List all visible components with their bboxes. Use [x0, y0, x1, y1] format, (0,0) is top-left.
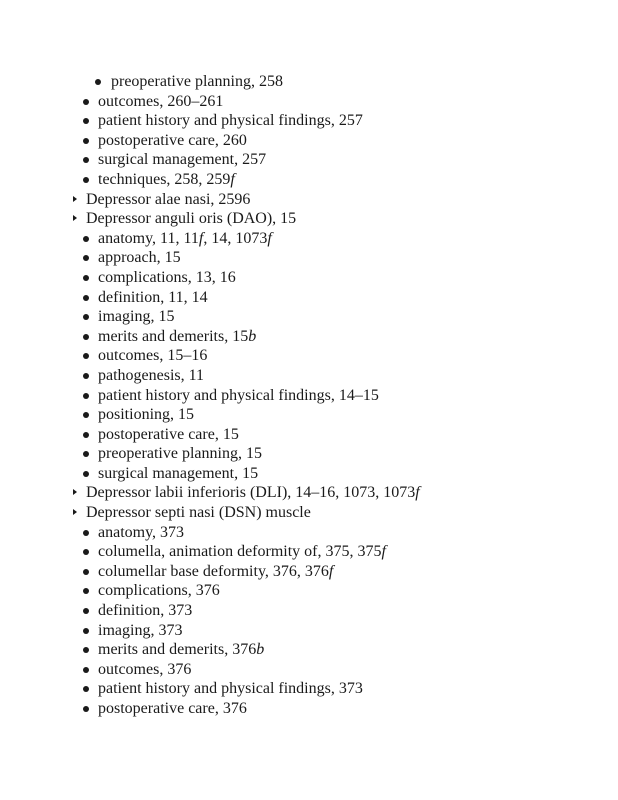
- disc-bullet-icon: [83, 471, 89, 477]
- index-entry-text: [98, 562, 333, 582]
- index-entry-text: [98, 679, 363, 699]
- index-subentry: [0, 327, 618, 347]
- index-entry-text: [98, 131, 247, 151]
- index-entry-text: [86, 209, 296, 229]
- index-entry-text: [86, 483, 420, 503]
- entry-label: patient history and physical findings, 257: [98, 112, 363, 130]
- index-entry-text: [98, 621, 182, 641]
- index-entry-text: [98, 170, 235, 190]
- entry-label: columella, animation deformity of, 375, 375: [98, 543, 382, 561]
- entry-label: complications, 376: [98, 582, 220, 600]
- entry-label: patient history and physical findings, 14–15: [98, 386, 379, 404]
- disc-bullet-icon: [83, 314, 89, 320]
- page-suffix: f: [328, 562, 334, 580]
- index-subentry: [0, 170, 618, 190]
- disc-bullet-icon: [83, 549, 89, 555]
- entry-label: definition, 11, 14: [98, 288, 208, 306]
- index-subentry: [0, 542, 618, 562]
- entry-label: surgical management, 15: [98, 464, 259, 482]
- disc-bullet-icon: [83, 353, 89, 359]
- disc-bullet-icon: [83, 99, 89, 105]
- disc-bullet-icon: [83, 275, 89, 281]
- page-suffix: f: [267, 229, 272, 247]
- disc-bullet-icon: [83, 628, 89, 634]
- index-subentry: [0, 523, 618, 543]
- index-entry: [0, 503, 618, 523]
- entry-label: outcomes, 15–16: [98, 347, 208, 365]
- entry-label-tail: , 14, 1073: [203, 229, 268, 247]
- index-subentry: [0, 131, 618, 151]
- entry-label: approach, 15: [98, 249, 181, 267]
- index-entry-text: [98, 444, 262, 464]
- index-entry-text: [98, 581, 220, 601]
- disc-bullet-icon: [83, 393, 89, 399]
- disc-bullet-icon: [83, 706, 89, 712]
- index-subentry: [0, 640, 618, 660]
- index-subentry: [0, 444, 618, 464]
- disc-bullet-icon: [83, 334, 89, 340]
- index-entry-text: [98, 640, 264, 660]
- index-entry-text: [86, 190, 250, 210]
- entry-label: techniques, 258, 259: [98, 170, 231, 188]
- index-subentry: [0, 366, 618, 386]
- index-entry: [0, 190, 618, 210]
- entry-label: anatomy, 11, 11: [98, 229, 199, 247]
- entry-label: postoperative care, 260: [98, 131, 247, 149]
- disc-bullet-icon: [83, 686, 89, 692]
- index-entry-text: [98, 346, 207, 366]
- index-entry-text: [98, 425, 239, 445]
- entry-label: outcomes, 376: [98, 660, 192, 678]
- index-subentry: [0, 464, 618, 484]
- entry-label: postoperative care, 15: [98, 425, 239, 443]
- index-subentry: [0, 268, 618, 288]
- entry-label: merits and demerits, 376: [98, 641, 257, 659]
- index-subentry: [0, 307, 618, 327]
- index-subentry: [0, 92, 618, 112]
- index-subentry: [0, 601, 618, 621]
- index-entry-text: [98, 699, 247, 719]
- index-entry-text: [98, 405, 194, 425]
- index-page: [0, 72, 618, 719]
- index-entry-text: [98, 601, 192, 621]
- disc-bullet-icon: [83, 138, 89, 144]
- entry-label: patient history and physical findings, 373: [98, 680, 363, 698]
- disc-bullet-icon: [83, 588, 89, 594]
- disc-bullet-icon: [83, 236, 89, 242]
- index-subentry: [0, 150, 618, 170]
- entry-label: Depressor septi nasi (DSN) muscle: [86, 504, 311, 522]
- index-subentry: [0, 72, 618, 92]
- page-suffix: f: [415, 484, 420, 502]
- index-subentry: [0, 386, 618, 406]
- index-entry: [0, 483, 618, 503]
- disc-bullet-icon: [83, 412, 89, 418]
- disc-bullet-icon: [83, 569, 89, 575]
- page-suffix: f: [230, 170, 235, 188]
- index-entry-text: [111, 72, 283, 92]
- index-entry: [0, 209, 618, 229]
- disc-bullet-icon: [83, 667, 89, 673]
- index-subentry: [0, 699, 618, 719]
- triangle-bullet-icon: [73, 489, 77, 495]
- index-subentry: [0, 111, 618, 131]
- index-subentry: [0, 288, 618, 308]
- disc-bullet-icon: [83, 530, 89, 536]
- disc-bullet-icon: [83, 451, 89, 457]
- entry-label: preoperative planning, 15: [98, 445, 262, 463]
- index-subentry: [0, 229, 618, 249]
- index-entry-text: [98, 386, 379, 406]
- disc-bullet-icon: [83, 255, 89, 261]
- index-entry-text: [98, 660, 191, 680]
- entry-label: complications, 13, 16: [98, 268, 236, 286]
- disc-bullet-icon: [83, 157, 89, 163]
- disc-bullet-icon: [83, 608, 89, 614]
- entry-label: postoperative care, 376: [98, 700, 247, 717]
- disc-bullet-icon: [83, 118, 89, 124]
- entry-label: Depressor anguli oris (DAO), 15: [86, 210, 297, 228]
- entry-label: preoperative planning, 258: [111, 73, 283, 90]
- index-entry-text: [98, 523, 184, 543]
- entry-label: merits and demerits, 15: [98, 327, 249, 345]
- index-entry-text: [98, 464, 258, 484]
- page-suffix: f: [198, 229, 204, 247]
- entry-label: Depressor alae nasi, 2596: [86, 190, 251, 208]
- triangle-bullet-icon: [73, 509, 77, 515]
- index-subentry: [0, 621, 618, 641]
- entry-label: columellar base deformity, 376, 376: [98, 562, 329, 580]
- entry-label: pathogenesis, 11: [98, 366, 205, 384]
- triangle-bullet-icon: [73, 215, 77, 221]
- index-entry-text: [98, 268, 236, 288]
- entry-label: imaging, 15: [98, 308, 175, 326]
- entry-label: positioning, 15: [98, 406, 195, 424]
- entry-label: definition, 373: [98, 602, 193, 620]
- disc-bullet-icon: [95, 79, 101, 85]
- index-entry-text: [98, 366, 204, 386]
- index-entry-text: [98, 288, 208, 308]
- index-entry-text: [98, 229, 272, 249]
- index-entry-text: [98, 327, 256, 347]
- page-suffix: f: [381, 543, 386, 561]
- disc-bullet-icon: [83, 373, 89, 379]
- index-entry-text: [86, 503, 311, 523]
- index-entry-text: [98, 111, 363, 131]
- index-entry-text: [98, 248, 181, 268]
- page-suffix: b: [248, 327, 257, 345]
- disc-bullet-icon: [83, 432, 89, 438]
- entry-label: outcomes, 260–261: [98, 92, 224, 110]
- disc-bullet-icon: [83, 295, 89, 301]
- index-entry-text: [98, 150, 266, 170]
- triangle-bullet-icon: [73, 196, 77, 202]
- index-entry-text: [98, 307, 174, 327]
- entry-label: surgical management, 257: [98, 151, 267, 169]
- entry-label: anatomy, 373: [98, 523, 185, 541]
- index-subentry: [0, 562, 618, 582]
- disc-bullet-icon: [83, 647, 89, 653]
- index-entry-text: [98, 542, 386, 562]
- index-entry-text: [98, 92, 223, 112]
- disc-bullet-icon: [83, 177, 89, 183]
- index-subentry: [0, 405, 618, 425]
- entry-label: Depressor labii inferioris (DLI), 14–16, 1073, 1073: [86, 484, 416, 502]
- index-subentry: [0, 346, 618, 366]
- index-subentry: [0, 660, 618, 680]
- index-subentry: [0, 425, 618, 445]
- index-subentry: [0, 581, 618, 601]
- page-suffix: b: [256, 641, 265, 659]
- entry-label: imaging, 373: [98, 621, 183, 639]
- index-subentry: [0, 248, 618, 268]
- index-subentry: [0, 679, 618, 699]
